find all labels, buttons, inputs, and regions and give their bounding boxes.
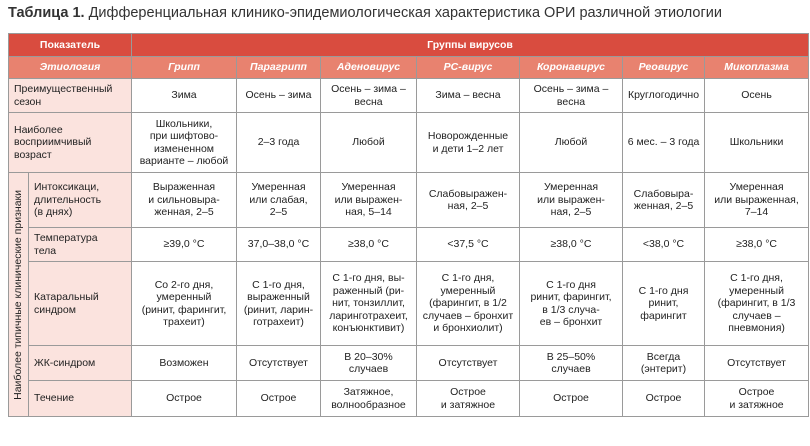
table-cell: С 1-го дня, умеренный (фарингит, в 1/2 случаев – бронхит и бронхиолит) xyxy=(417,262,520,346)
table-cell: ≥39,0 °С xyxy=(132,228,237,262)
table-row xyxy=(9,113,809,173)
side-label-cell xyxy=(9,173,29,417)
table-cell: С 1-го дня, умеренный (фарингит, в 1/3 случаев – пневмония) xyxy=(705,262,809,346)
header-etiology: Этиология xyxy=(9,57,132,79)
row-label: Течение xyxy=(29,381,132,417)
table-cell: Умеренная или слабая, 2–5 xyxy=(237,173,321,228)
table-cell: Со 2-го дня, умеренный (ринит, фарингит, трахеит) xyxy=(132,262,237,346)
table-cell: Возможен xyxy=(132,346,237,381)
table-row xyxy=(9,173,809,228)
table-cell: Зима – весна xyxy=(417,79,520,113)
table-cell: Всегда (энтерит) xyxy=(623,346,705,381)
table-cell: 37,0–38,0 °С xyxy=(237,228,321,262)
table-cell: С 1-го дня, выраженный (ринит, ларин- готрахеит) xyxy=(237,262,321,346)
table-row xyxy=(9,346,809,381)
column-header: Грипп xyxy=(132,57,237,79)
table-cell: Зима xyxy=(132,79,237,113)
table-cell: Острое и затяжное xyxy=(705,381,809,417)
table-cell: Острое xyxy=(520,381,623,417)
table-cell: <38,0 °С xyxy=(623,228,705,262)
table-cell: Любой xyxy=(321,113,417,173)
table-cell: Затяжное, волнообразное xyxy=(321,381,417,417)
table-cell: С 1-го дня ринит, фарингит xyxy=(623,262,705,346)
header-indicator: Показатель xyxy=(9,34,132,57)
etiology-table xyxy=(8,33,809,417)
table-cell: Отсутствует xyxy=(705,346,809,381)
table-cell: Умеренная или выражен- ная, 2–5 xyxy=(520,173,623,228)
row-label: Наиболее восприимчивый возраст xyxy=(9,113,132,173)
table-row xyxy=(9,381,809,417)
table-cell: Умеренная или выраженная, 7–14 xyxy=(705,173,809,228)
table-cell: Слабовыражен- ная, 2–5 xyxy=(417,173,520,228)
table-cell: Выраженная и сильновыра- женная, 2–5 xyxy=(132,173,237,228)
table-cell: ≥38,0 °С xyxy=(321,228,417,262)
column-header: РС-вирус xyxy=(417,57,520,79)
table-cell: Острое xyxy=(623,381,705,417)
table-cell: 2–3 года xyxy=(237,113,321,173)
table-cell: Осень – зима xyxy=(237,79,321,113)
table-cell: 6 мес. – 3 года xyxy=(623,113,705,173)
row-label: Интоксикаци, длительность (в днях) xyxy=(29,173,132,228)
table-cell: Круглогодично xyxy=(623,79,705,113)
table-cell: Школьники, при шифтово- измененном варианте – любой xyxy=(132,113,237,173)
table-cell: ≥38,0 °С xyxy=(705,228,809,262)
table-caption: Дифференциальная клинико-эпидемиологическая характеристика ОРИ различной этиологии xyxy=(84,5,722,21)
table-row xyxy=(9,228,809,262)
row-label: Катаральный синдром xyxy=(29,262,132,346)
table-cell: Осень – зима – весна xyxy=(321,79,417,113)
table-cell: Отсутствует xyxy=(237,346,321,381)
table-cell: ≥38,0 °С xyxy=(520,228,623,262)
table-cell: Школьники xyxy=(705,113,809,173)
table-cell: Острое xyxy=(237,381,321,417)
table-cell: В 20–30% случаев xyxy=(321,346,417,381)
row-label: Температура тела xyxy=(29,228,132,262)
table-cell: С 1-го дня, вы- раженный (ри- нит, тонзиллит, ларинготрахеит, конъюнктивит) xyxy=(321,262,417,346)
table-cell: В 25–50% случаев xyxy=(520,346,623,381)
table-cell: Острое и затяжное xyxy=(417,381,520,417)
column-header: Аденовирус xyxy=(321,57,417,79)
row-label: ЖК-синдром xyxy=(29,346,132,381)
table-cell: Осень – зима – весна xyxy=(520,79,623,113)
table-cell: Новорожденные и дети 1–2 лет xyxy=(417,113,520,173)
table-cell: Любой xyxy=(520,113,623,173)
table-cell: Осень xyxy=(705,79,809,113)
table-row xyxy=(9,262,809,346)
column-header: Микоплазма xyxy=(705,57,809,79)
table-title xyxy=(8,5,722,21)
row-label: Преимущественный сезон xyxy=(9,79,132,113)
column-header: Реовирус xyxy=(623,57,705,79)
table-cell: Умеренная или выражен- ная, 5–14 xyxy=(321,173,417,228)
side-label: Наиболее типичные клинические признаки xyxy=(12,189,25,400)
column-header: Парагрипп xyxy=(237,57,321,79)
table-cell: Слабовыра- женная, 2–5 xyxy=(623,173,705,228)
header-virus-groups: Группы вирусов xyxy=(132,34,809,57)
table-cell: <37,5 °С xyxy=(417,228,520,262)
table-cell: Отсутствует xyxy=(417,346,520,381)
table-row xyxy=(9,79,809,113)
table-cell: С 1-го дня ринит, фарингит, в 1/3 случа- ев – бронхит xyxy=(520,262,623,346)
table-number: Таблица 1. xyxy=(8,5,85,21)
column-header: Коронавирус xyxy=(520,57,623,79)
table-cell: Острое xyxy=(132,381,237,417)
